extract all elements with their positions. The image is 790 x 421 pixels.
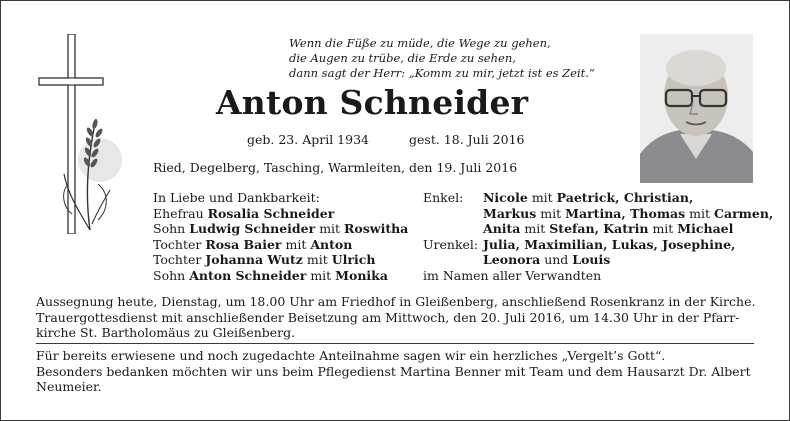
urenkel-label: Urenkel: (423, 236, 479, 252)
connector: mit (310, 267, 332, 283)
life-dates (247, 132, 524, 147)
family-line (153, 206, 408, 222)
thanks-line: Für bereits erwiesene und noch zugedachte Anteilnahme sagen wir ein herzliches „Vergelt’s Gott“. (36, 348, 666, 363)
grandchild-name: Anita (483, 221, 521, 236)
poem (289, 36, 595, 81)
connector: mit (524, 221, 546, 236)
birth-date: geb. 23. April 1934 (247, 132, 369, 147)
thanks-line: Besonders bedanken möchten wir uns beim Pflegedienst Martina Benner mit Team und dem Hausarzt Dr. Albert (36, 363, 751, 379)
connector: mit (285, 236, 307, 252)
grandchildren-line (423, 206, 773, 222)
grandchildren-line (423, 221, 773, 237)
great-grandchild-names: Julia, Maximilian, Lukas, Josephine, (483, 236, 736, 252)
deceased-name: Anton Schneider (216, 83, 529, 122)
funeral-announcement (36, 294, 755, 341)
relation: Ehefrau (153, 205, 204, 221)
connector: mit (306, 252, 328, 267)
partner-name: Michael (677, 221, 734, 236)
partner-name: Martina, Thomas (565, 205, 686, 221)
great-grandchildren-line (423, 237, 773, 253)
great-grandchild-name: Leonora (483, 252, 541, 267)
partner-name: Ulrich (331, 252, 376, 267)
announcement-line: kirche St. Bartholomäus zu Gleißenberg. (36, 325, 296, 340)
partner-name: Monika (335, 267, 388, 283)
relative-name: Rosalia Schneider (207, 205, 335, 221)
relation: Sohn (153, 267, 186, 283)
family-intro: In Liebe und Dankbarkeit: (153, 190, 320, 205)
great-grandchild-name: Louis (572, 252, 611, 267)
family-list (153, 190, 408, 283)
family-line (153, 221, 408, 237)
relation: Tochter (153, 252, 202, 267)
connector: mit (652, 221, 674, 236)
relation: Tochter (153, 236, 202, 252)
connector: mit (689, 205, 711, 221)
relation: Sohn (153, 221, 186, 236)
grandchild-name: Nicole (483, 190, 528, 205)
relatives-line: im Namen aller Verwandten (423, 267, 602, 283)
relative-name: Johanna Wutz (205, 252, 303, 267)
family-line (153, 268, 408, 284)
thanks-line: Neumeier. (36, 379, 102, 394)
partner-name: Anton (310, 236, 353, 252)
connector: mit (531, 190, 553, 205)
partner-name: Paetrick, Christian, (556, 190, 694, 205)
connector: und (544, 252, 569, 267)
cross-with-wheat-icon (38, 34, 130, 234)
relative-name: Ludwig Schneider (189, 221, 316, 236)
grandchild-name: Markus (483, 205, 537, 221)
poem-line: Wenn die Füße zu müde, die Wege zu gehen, (289, 36, 551, 50)
announcement-line: Aussegnung heute, Dienstag, um 18.00 Uhr am Friedhof in Gleißenberg, anschließend Rosenkranz in der Kirche. (36, 294, 756, 309)
poem-line: dann sagt der Herr: „Komm zu mir, jetzt ist es Zeit.“ (289, 66, 595, 80)
partner-name: Roswitha (344, 221, 409, 236)
death-date: gest. 18. Juli 2016 (409, 132, 525, 147)
partner-name: Carmen, (714, 205, 774, 221)
connector: mit (319, 221, 341, 236)
portrait-photo (640, 34, 753, 183)
connector: mit (540, 205, 562, 221)
divider (36, 343, 754, 344)
great-grandchildren-line (423, 252, 773, 268)
place-date: Ried, Degelberg, Tasching, Warmleiten, den 19. Juli 2016 (153, 160, 518, 175)
family-line (153, 237, 408, 253)
announcement-line: Trauergottesdienst mit anschließender Beisetzung am Mittwoch, den 20. Juli 2016, um 14.30 Uhr in der Pfarr- (36, 309, 740, 325)
grandchildren-list (423, 190, 773, 283)
enkel-label: Enkel: (423, 190, 464, 205)
poem-line: die Augen zu trübe, die Erde zu sehen, (289, 51, 516, 65)
thanks-text (36, 348, 751, 395)
relative-name: Anton Schneider (189, 267, 307, 283)
grandchildren-line (423, 190, 773, 206)
relative-name: Rosa Baier (205, 236, 282, 252)
partner-name: Stefan, Katrin (549, 221, 649, 236)
family-line (153, 252, 408, 268)
